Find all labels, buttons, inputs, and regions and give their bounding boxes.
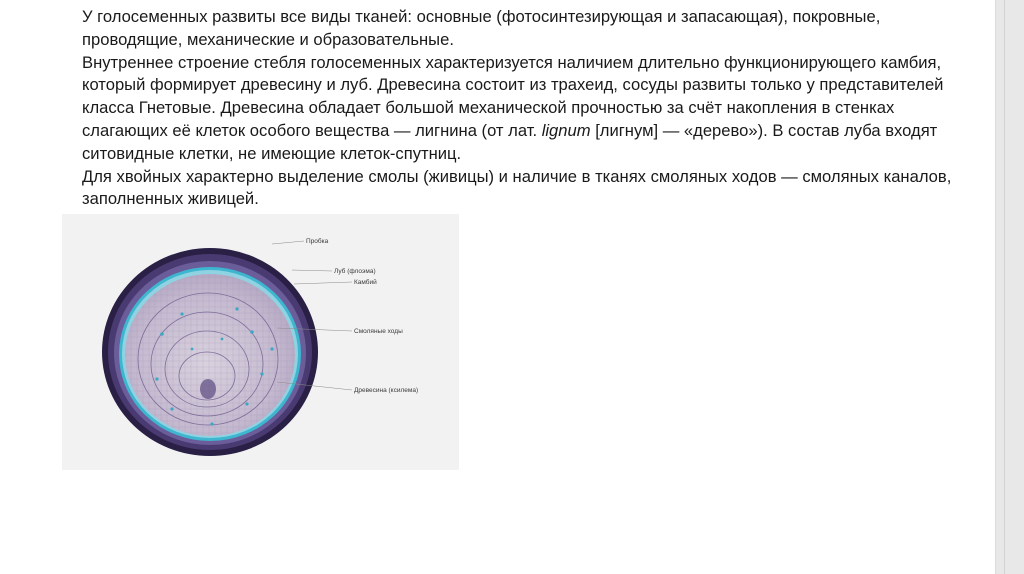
label-resin-ducts: Смоляные ходы: [354, 328, 403, 335]
paragraph-tissues: У голосеменных развиты все виды тканей: основные (фотосинтезирующая и запасающая), покровные, проводящие, механические и образовательные.: [82, 7, 881, 49]
label-phloem: Луб (флоэма): [334, 268, 376, 275]
stem-cross-section-image: [62, 214, 459, 470]
label-cambium: Камбий: [354, 279, 377, 286]
latin-term: lignum: [541, 120, 591, 140]
slide-text: [82, 6, 962, 214]
stem-cross-section-figure: [62, 214, 459, 470]
label-cork: Пробка: [306, 238, 329, 245]
label-xylem: Древесина (ксилема): [354, 387, 419, 394]
paragraph-internal-structure: Внутреннее строение стебля голосеменных характеризуется наличием длительно функционирующего камбия, который формирует древесину и луб. Древесина состоит из трахеид, сосуды развиты только у представителей класса Гнетовые. Древесина обладает большой механической прочностью за счёт накопления в стенках слагающих её клеток особого вещества — лигнина (от лат. lignum [лигнум] — «дерево»). В состав луба входят ситовидные клетки, не имеющие клеток-спутниц.: [82, 52, 944, 163]
paragraph-conifers: Для хвойных характерно выделение смолы (живицы) и наличие в тканях смоляных ходов — смоляных каналов, заполненных живицей.: [82, 166, 952, 209]
slide-right-edge: [995, 0, 1024, 574]
